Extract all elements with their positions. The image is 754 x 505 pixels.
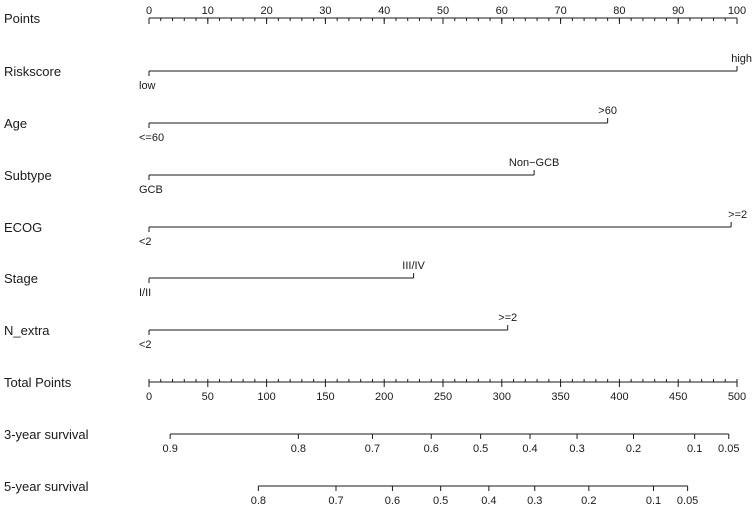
survival-tick-label: 0.2	[625, 443, 642, 455]
total-points-tick-label: 50	[201, 391, 214, 403]
survival-tick-label: 0.8	[290, 443, 307, 455]
predictor-row	[4, 260, 426, 299]
total-points-tick-label: 150	[316, 391, 335, 403]
survival-tick-label: 0.3	[527, 495, 543, 505]
total-points-tick-label: 250	[433, 391, 453, 403]
survival-tick-label: 0.8	[250, 495, 267, 505]
predictor-level-label: <=60	[139, 132, 165, 144]
predictor-label: N_extra	[4, 323, 50, 338]
predictor-level-label: III/IV	[402, 260, 425, 272]
survival-tick-label: 0.4	[481, 495, 497, 505]
points-axis-tick-label: 80	[613, 5, 626, 17]
predictor-label: ECOG	[4, 220, 43, 235]
predictor-label: Stage	[4, 271, 38, 286]
predictor-label: Subtype	[4, 168, 52, 183]
predictor-level-label: Non−GCB	[508, 157, 560, 169]
predictor-label: Age	[4, 116, 28, 131]
survival-tick-label: 0.05	[676, 495, 699, 505]
survival-tick-label: 0.9	[162, 443, 178, 455]
survival-tick-label: 0.7	[328, 495, 344, 505]
predictor-label: Riskscore	[4, 64, 62, 79]
survival-tick-label: 0.05	[718, 443, 740, 455]
survival-tick-label: 0.2	[581, 495, 597, 505]
survival-tick-label: 0.7	[364, 443, 381, 455]
predictor-level-label: >=2	[728, 209, 748, 221]
points-axis-tick-label: 60	[495, 5, 508, 17]
predictor-level-label: >=2	[498, 312, 518, 324]
predictor-rows	[4, 53, 752, 351]
points-axis-tick-label: 20	[260, 5, 273, 17]
predictor-level-label: low	[139, 80, 156, 92]
points-axis-tick-label: 30	[319, 5, 332, 17]
total-points-tick-label: 450	[669, 391, 688, 403]
predictor-level-label: <2	[139, 339, 152, 351]
survival-tick-label: 0.5	[472, 443, 489, 455]
total-points-tick-label: 200	[375, 391, 394, 403]
total-points-tick-label: 350	[551, 391, 570, 403]
predictor-level-label: >60	[598, 105, 617, 117]
points-axis-tick-label: 40	[378, 5, 391, 17]
predictor-level-label: GCB	[139, 184, 163, 196]
total-points-tick-label: 100	[257, 391, 276, 403]
total-points-tick-label: 300	[492, 391, 511, 403]
points-axis-tick-label: 0	[145, 5, 153, 17]
predictor-row	[4, 105, 617, 144]
predictor-row	[4, 157, 559, 196]
survival-tick-label: 0.3	[569, 443, 585, 455]
predictor-row	[4, 53, 752, 92]
survival-axis-label: 5-year survival	[4, 479, 89, 494]
points-axis-label: Points	[4, 11, 41, 26]
predictor-row	[4, 209, 747, 248]
survival-tick-label: 0.6	[384, 495, 401, 505]
predictor-level-label: high	[731, 53, 752, 65]
survival-tick-label: 0.1	[645, 495, 662, 505]
total-points-tick-label: 0	[145, 391, 153, 403]
survival-axis-label: 3-year survival	[4, 427, 89, 442]
survival-axes	[4, 427, 739, 505]
points-axis-tick-label: 10	[201, 5, 214, 17]
predictor-level-label: I/II	[139, 287, 152, 299]
points-axis-tick-label: 70	[554, 5, 567, 17]
survival-tick-label: 0.1	[687, 443, 703, 455]
predictor-level-label: <2	[139, 236, 152, 248]
total-points-tick-label: 400	[610, 391, 629, 403]
total-points-label: Total Points	[4, 375, 72, 390]
survival-axis	[4, 479, 698, 505]
survival-tick-label: 0.5	[432, 495, 449, 505]
points-axis	[4, 5, 746, 26]
predictor-row	[4, 312, 517, 351]
total-points-tick-label: 500	[727, 391, 747, 403]
survival-tick-label: 0.6	[423, 443, 439, 455]
points-axis-tick-label: 90	[672, 5, 685, 17]
total-points-axis	[4, 375, 746, 403]
survival-axis	[4, 427, 739, 455]
survival-tick-label: 0.4	[522, 443, 538, 455]
points-axis-tick-label: 100	[727, 5, 747, 17]
points-axis-tick-label: 50	[436, 5, 450, 17]
